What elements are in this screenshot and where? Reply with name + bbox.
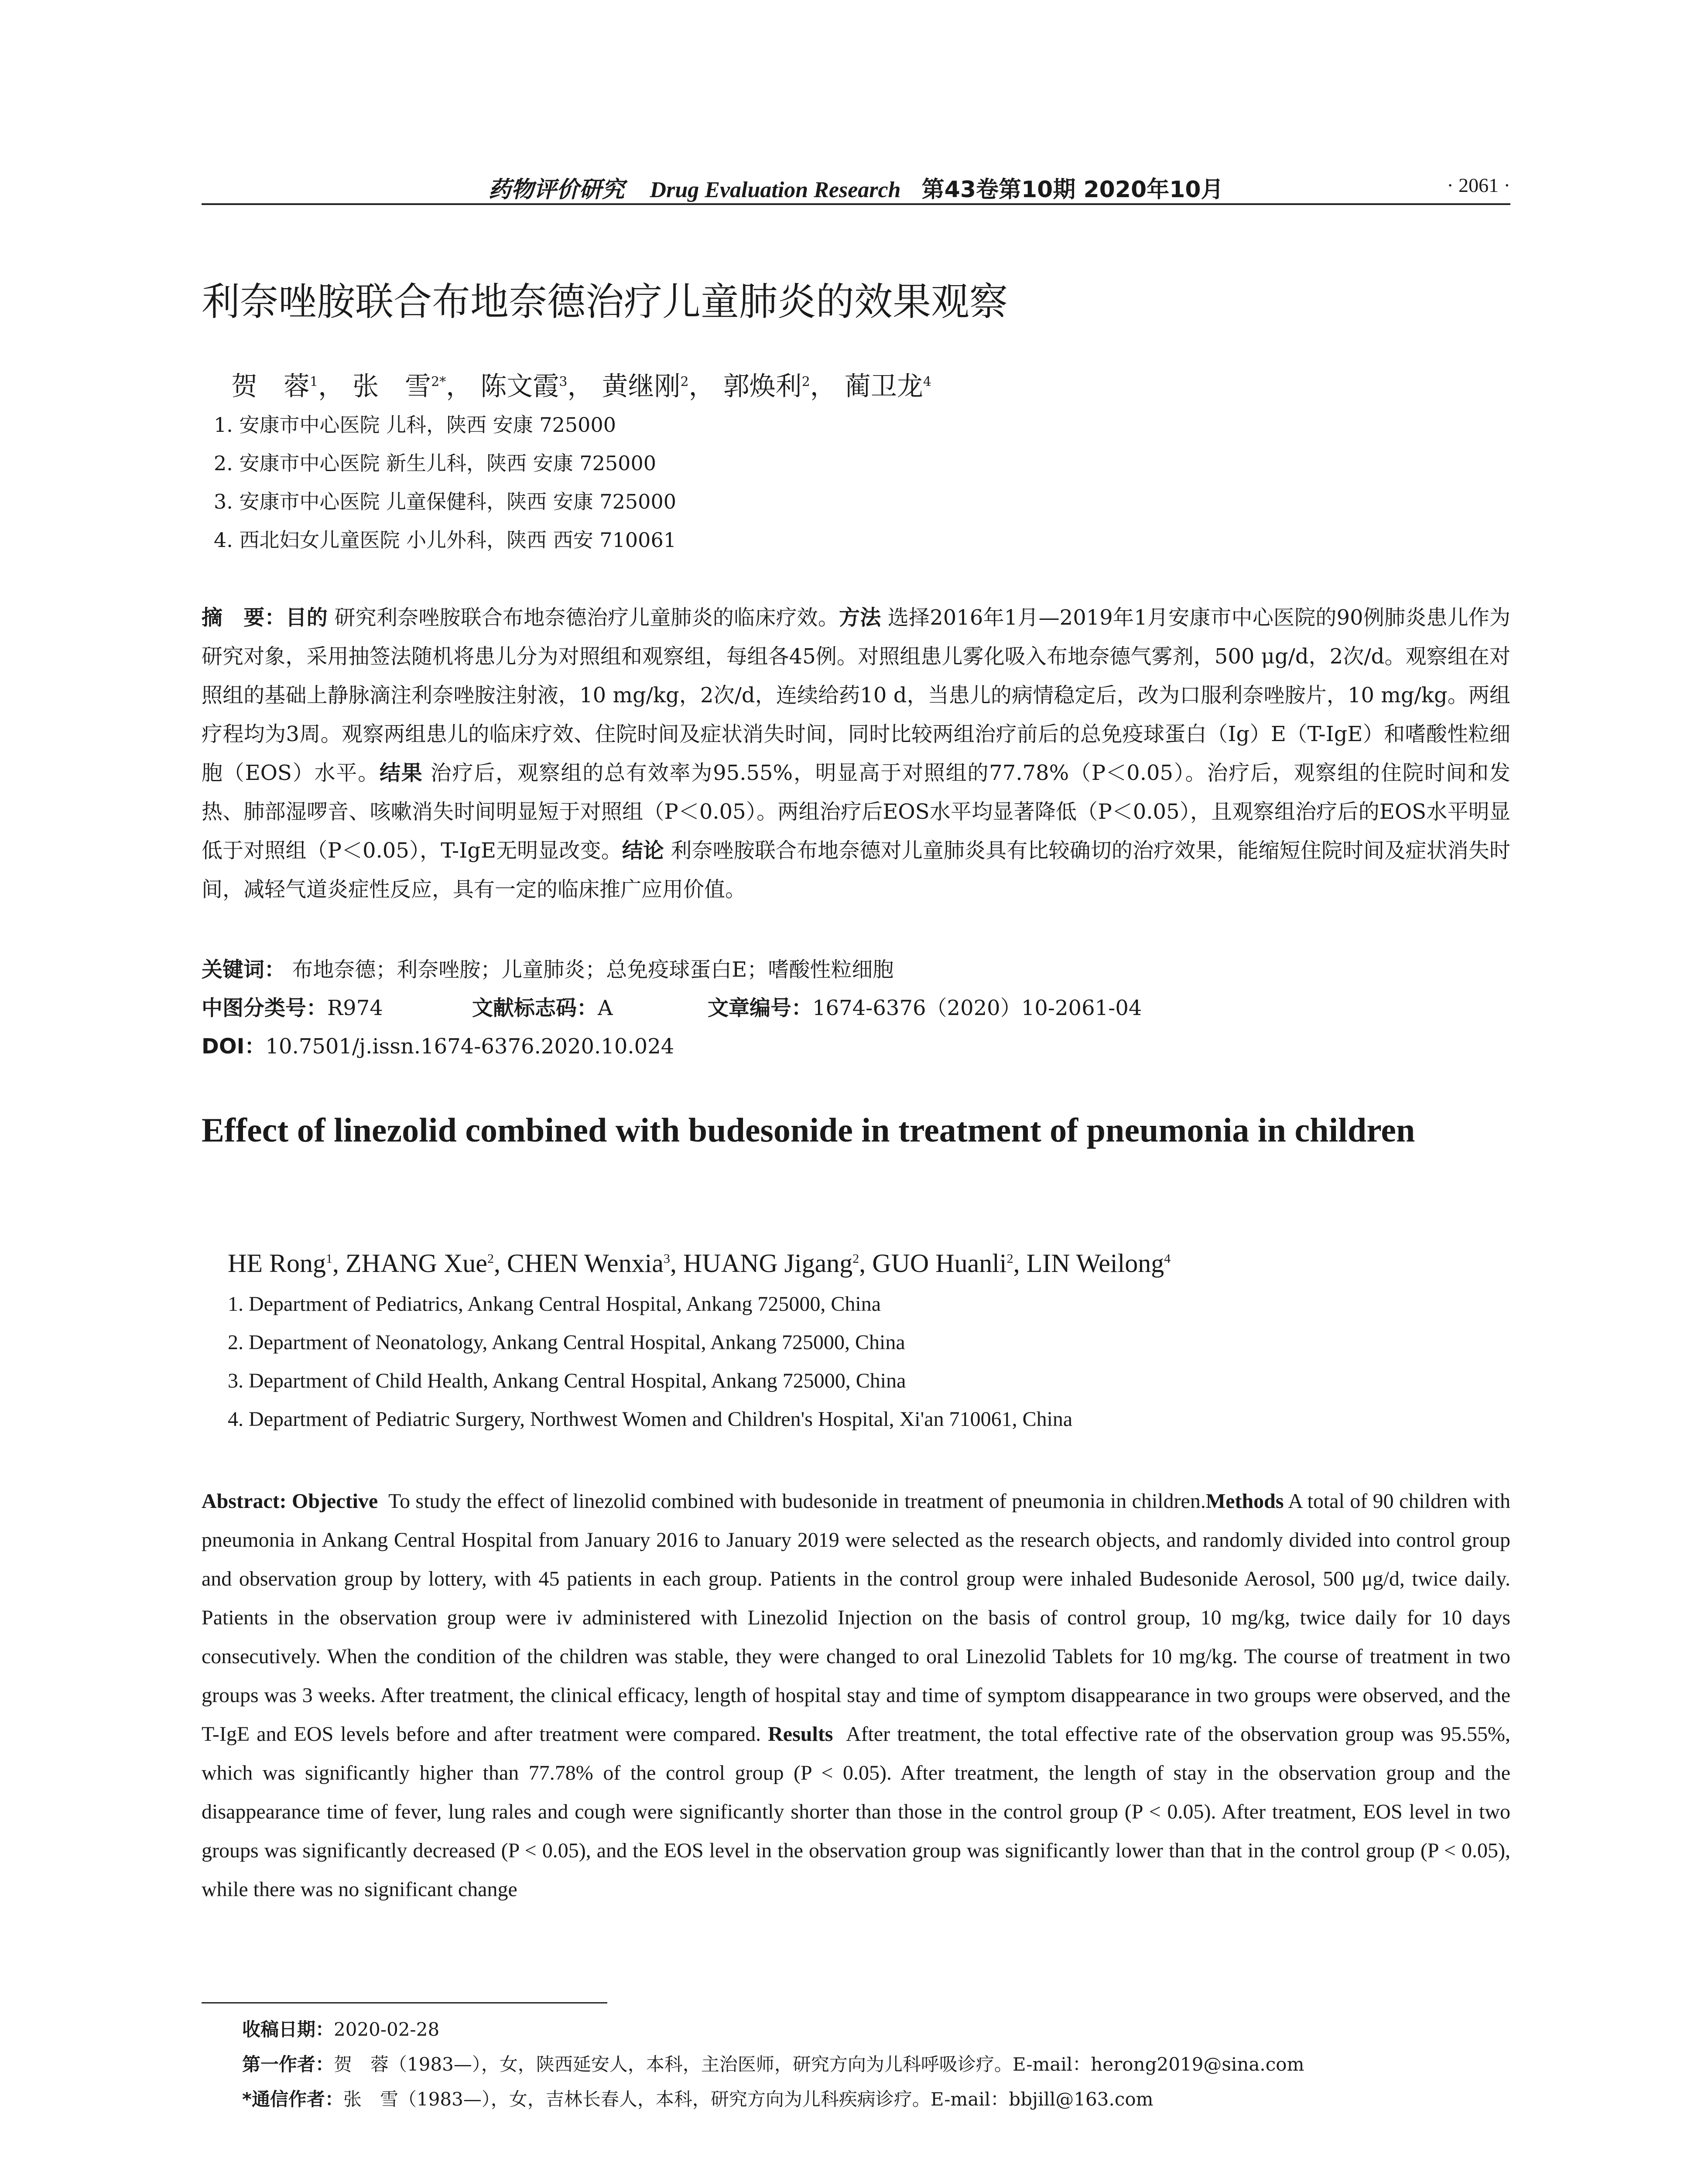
en-objective: To study the effect of linezolid combined with budesonide in treatment of pneumonia in children. bbox=[388, 1490, 1206, 1513]
doi-label: DOI： bbox=[202, 1034, 266, 1059]
cn-keywords bbox=[202, 953, 893, 983]
en-results-label: Results bbox=[768, 1723, 833, 1746]
cn-objective: 研究利奈唑胺联合布地奈德治疗儿童肺炎的临床疗效。 bbox=[334, 605, 839, 630]
cn-methods-label: 方法 bbox=[839, 605, 881, 630]
page-number: · 2061 · bbox=[1447, 174, 1510, 196]
classification-line bbox=[202, 991, 1142, 1021]
cn-author: 贺 蓉$^1$ bbox=[231, 371, 318, 402]
header-rule bbox=[202, 203, 1510, 205]
cn-author: 张 雪$^{2*}$ bbox=[353, 371, 446, 402]
cn-authors: 贺 蓉$^1$， 张 雪$^{2*}$， 陈文霞$^3$， 黄继刚$^2$， 郭焕利$^2$， 蔺卫龙$^4$ bbox=[231, 371, 931, 402]
en-author: LIN Weilong$^4$ bbox=[1026, 1249, 1171, 1278]
en-affiliation-1: 1. Department of Pediatrics, Ankang Central Hospital, Ankang 725000, China bbox=[228, 1292, 881, 1316]
doc-code-item: 文献标志码：A bbox=[472, 996, 613, 1020]
en-affiliation-4: 4. Department of Pediatric Surgery, Northwest Women and Children's Hospital, Xi'an 710061, China bbox=[228, 1408, 1073, 1431]
en-results: After treatment, the total effective rate of the observation group was 95.55%, which was significantly higher than 77.78% of the control group (P < 0.05). After treatment, the length of stay in the observation group and the disappearance time of fever, lung rales and cough were significantly shorter than those in the control group (P < 0.05). After treatment, EOS level in two groups was significantly decreased (P < 0.05), and the EOS level in the observation group was significantly lower than that in the control group (P < 0.05), while there was no significant change bbox=[202, 1723, 1511, 1901]
journal-name: Drug Evaluation Research bbox=[650, 178, 901, 202]
cn-affiliation-1: 1. 安康市中心医院 儿科，陕西 安康 725000 bbox=[214, 413, 616, 437]
en-methods-label: Methods bbox=[1205, 1490, 1284, 1513]
en-authors: HE Rong$^1$, ZHANG Xue$^2$, CHEN Wenxia$^3$, HUANG Jigang$^2$, GUO Huanli$^2$, LIN Weilong$^4$ bbox=[228, 1249, 1171, 1278]
en-abstract-label: Abstract: bbox=[202, 1490, 287, 1513]
running-header bbox=[202, 171, 1510, 206]
issue-info: 第43卷第10期 2020年10月 bbox=[921, 177, 1224, 203]
cn-abstract bbox=[202, 598, 1510, 909]
footnote-corresponding: *通信作者：张 雪（1983—），女，吉林长春人，本科，研究方向为儿科疾病诊疗。E-mail：bbjill@163.com bbox=[242, 2089, 1153, 2110]
en-author: HUANG Jigang$^2$ bbox=[683, 1249, 859, 1278]
cn-author: 陈文霞$^3$ bbox=[480, 371, 568, 402]
en-objective-label: Objective bbox=[291, 1490, 378, 1513]
cn-author: 蔺卫龙$^4$ bbox=[844, 371, 931, 402]
en-author: CHEN Wenxia$^3$ bbox=[507, 1249, 670, 1278]
footnote-received: 收稿日期：2020-02-28 bbox=[242, 2019, 440, 2040]
cn-results-label: 结果 bbox=[379, 761, 423, 785]
keywords-text: 布地奈德；利奈唑胺；儿童肺炎；总免疫球蛋白E；嗜酸性粒细胞 bbox=[292, 957, 894, 982]
cn-objective-label: 目的 bbox=[285, 605, 328, 630]
article-no-item: 文章编号：1674-6376（2020）10-2061-04 bbox=[708, 996, 1142, 1020]
en-author: GUO Huanli$^2$ bbox=[872, 1249, 1013, 1278]
cn-results: 治疗后，观察组的总有效率为95.55%，明显高于对照组的77.78%（P＜0.05）。治疗后，观察组的住院时间和发热、肺部湿啰音、咳嗽消失时间明显短于对照组（P＜0.05）。两组治疗后EOS水平均显著降低（P＜0.05），且观察组治疗后的EOS水平明显低于对照组（P＜0.05），T-IgE无明显改变。 bbox=[202, 761, 1510, 863]
cn-conclusion: 利奈唑胺联合布地奈德对儿童肺炎具有比较确切的治疗效果，能缩短住院时间及症状消失时间，减轻气道炎症性反应，具有一定的临床推广应用价值。 bbox=[202, 838, 1510, 902]
cn-affiliation-2: 2. 安康市中心医院 新生儿科，陕西 安康 725000 bbox=[214, 451, 656, 475]
en-methods: A total of 90 children with pneumonia in Ankang Central Hospital from January 2016 to January 2019 were selected as the research objects, and randomly divided into control group and observation group by lottery, with 45 patients in each group. Patients in the control group were inhaled Budesonide Aerosol, 500 μg/d, twice daily. Patients in the observation group were iv administered with Linezolid Injection on the basis of control group, 10 mg/kg, twice daily for 10 days consecutively. When the condition of the children was stable, they were changed to oral Linezolid Tablets for 10 mg/kg. The course of treatment in two groups was 3 weeks. After treatment, the clinical efficacy, length of hospital stay and time of symptom disappearance in two groups were observed, and the T-IgE and EOS levels before and after treatment were compared. bbox=[202, 1490, 1510, 1746]
cn-methods: 选择2016年1月—2019年1月安康市中心医院的90例肺炎患儿作为研究对象，采用抽签法随机将患儿分为对照组和观察组，每组各45例。对照组患儿雾化吸入布地奈德气雾剂，500 μg/d，2次/d。观察组在对照组的基础上静脉滴注利奈唑胺注射液，10 mg/kg，2次/d，连续给药10 d，当患儿的病情稳定后，改为口服利奈唑胺片，10 mg/kg。两组疗程均为3周。观察两组患儿的临床疗效、住院时间及症状消失时间，同时比较两组治疗前后的总免疫球蛋白（Ig）E（T-IgE）和嗜酸性粒细胞（EOS）水平。 bbox=[202, 605, 1510, 785]
cn-affiliation-4: 4. 西北妇女儿童医院 小儿外科，陕西 西安 710061 bbox=[214, 528, 676, 552]
en-author: ZHANG Xue$^2$ bbox=[346, 1249, 494, 1278]
en-title: Effect of linezolid combined with budesonide in treatment of pneumonia in children bbox=[202, 1111, 1415, 1149]
header-center bbox=[202, 171, 1510, 204]
doi-line bbox=[202, 1029, 674, 1060]
en-abstract bbox=[202, 1482, 1510, 1909]
journal-logo: 药物评价研究 bbox=[488, 176, 625, 203]
footnote-first-author: 第一作者：贺 蓉（1983—），女，陕西延安人，本科，主治医师，研究方向为儿科呼吸诊疗。E-mail：herong2019@sina.com bbox=[242, 2054, 1304, 2075]
keywords-label: 关键词： bbox=[202, 957, 286, 982]
doi-value: 10.7501/j.issn.1674-6376.2020.10.024 bbox=[265, 1034, 674, 1059]
cn-conclusion-label: 结论 bbox=[622, 838, 664, 863]
clc-item: 中图分类号：R974 bbox=[202, 996, 383, 1020]
en-author: HE Rong$^1$ bbox=[228, 1249, 332, 1278]
en-affiliation-3: 3. Department of Child Health, Ankang Central Hospital, Ankang 725000, China bbox=[228, 1369, 906, 1392]
cn-abstract-label: 摘 要： bbox=[202, 605, 286, 630]
cn-title: 利奈唑胺联合布地奈德治疗儿童肺炎的效果观察 bbox=[202, 279, 1008, 324]
cn-author: 郭焕利$^2$ bbox=[723, 371, 810, 402]
en-affiliation-2: 2. Department of Neonatology, Ankang Central Hospital, Ankang 725000, China bbox=[228, 1331, 905, 1354]
cn-affiliation-3: 3. 安康市中心医院 儿童保健科，陕西 安康 725000 bbox=[214, 490, 676, 513]
footnote-rule bbox=[202, 2002, 607, 2003]
cn-author: 黄继刚$^2$ bbox=[602, 371, 689, 402]
